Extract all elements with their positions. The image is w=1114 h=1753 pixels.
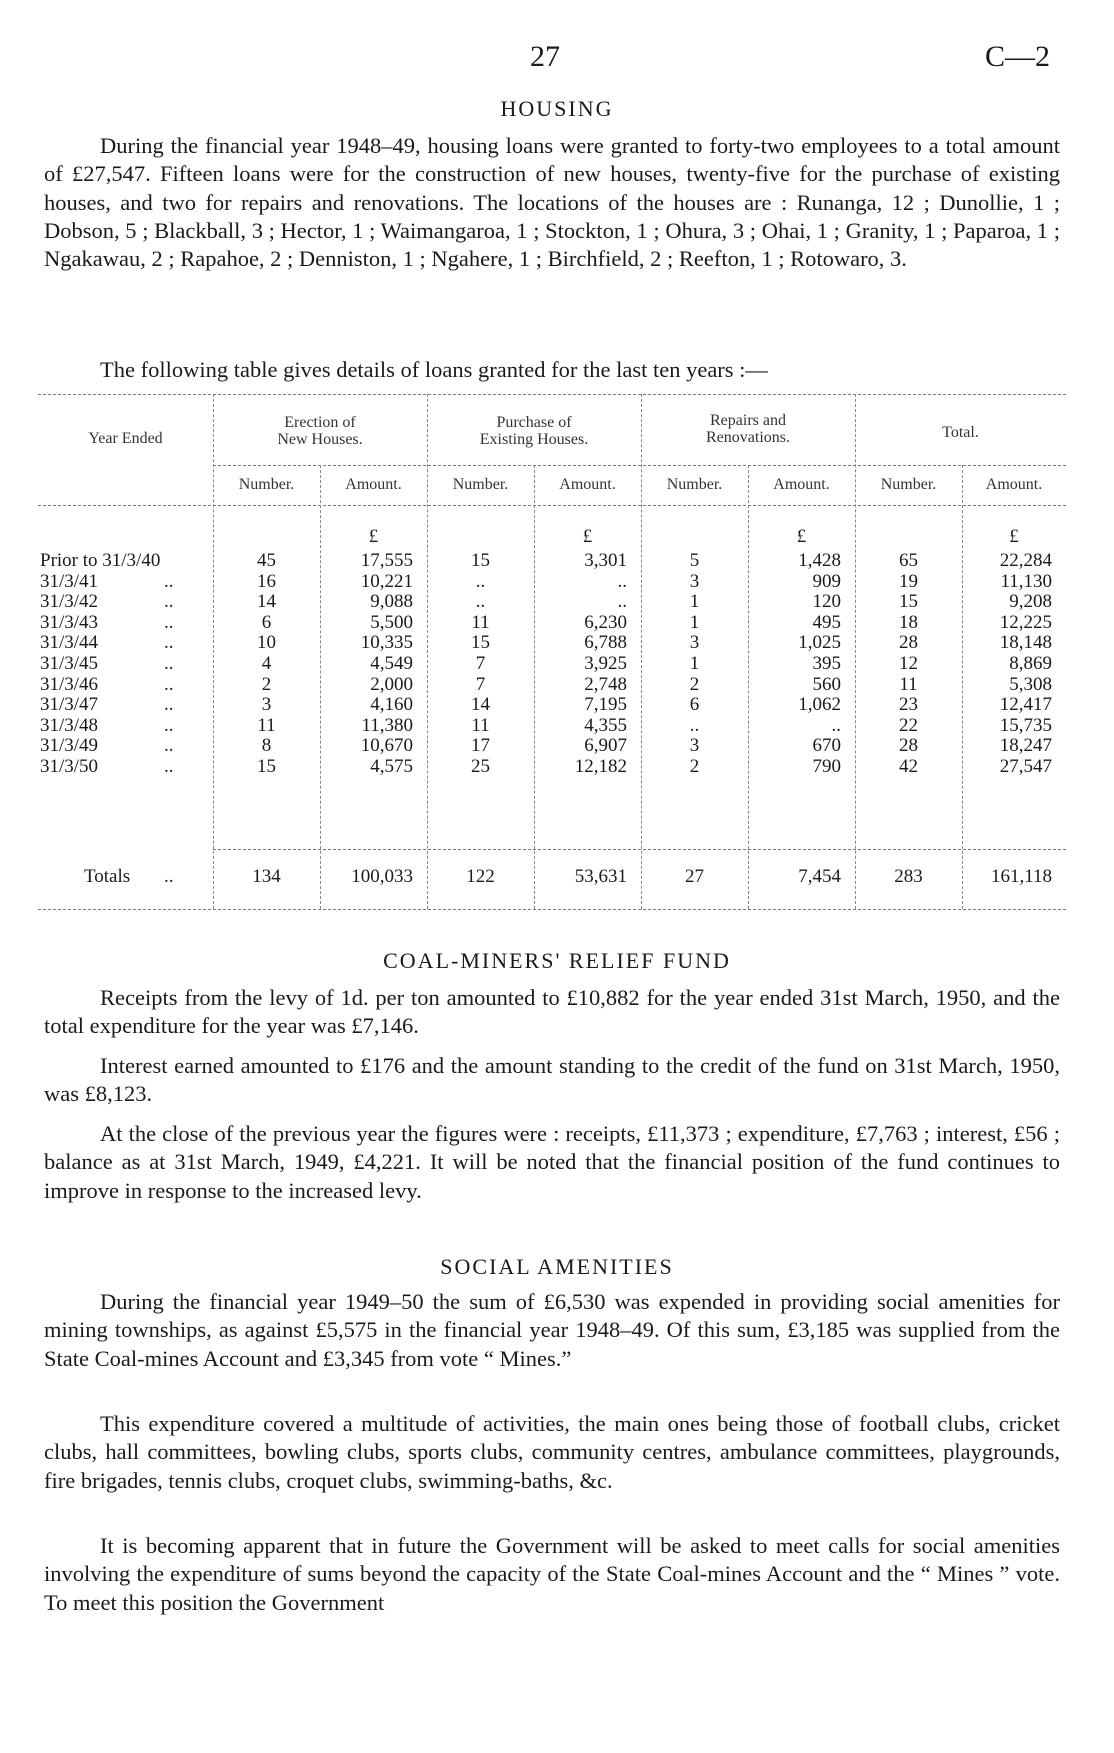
number-cell: ..	[689, 714, 700, 736]
year-ended-cell: 31/3/43	[40, 611, 99, 633]
year-ended-cell: 31/3/47	[40, 694, 99, 716]
number-cell: 27	[685, 866, 704, 887]
currency-symbol: £	[796, 526, 807, 547]
number-subheader: Number.	[880, 476, 937, 493]
amount-cell: 670	[812, 735, 841, 757]
number-cell: 1	[689, 653, 700, 674]
group-header-line: Total.	[942, 424, 979, 441]
amount-cell: 9,088	[370, 591, 413, 613]
number-cell: 15	[471, 550, 490, 571]
number-cell: 23	[899, 694, 918, 716]
housing-paragraph-2: The following table gives details of loans granted for the last ten years :—	[100, 357, 768, 382]
number-cell: 2	[689, 756, 700, 777]
amount-cell: 909	[812, 570, 841, 592]
number-cell: 15	[471, 632, 490, 654]
amount-cell: 11,130	[1000, 570, 1052, 592]
number-cell: 12	[899, 653, 918, 674]
amount-cell: 6,230	[584, 611, 627, 633]
year-ended-cell: 31/3/50	[40, 756, 99, 777]
amount-cell: 6,907	[584, 735, 627, 757]
amount-cell: 2,000	[370, 673, 413, 695]
number-cell: 11	[471, 611, 490, 633]
number-subheader: Number.	[666, 476, 723, 493]
group-header-repairs	[641, 412, 855, 446]
number-cell: 17	[471, 735, 490, 757]
amount-cell: 4,355	[584, 714, 627, 736]
leader-dots: ..	[164, 611, 174, 633]
number-cell: 15	[899, 591, 918, 613]
amount-cell: 1,025	[798, 632, 841, 654]
year-ended-cell: 31/3/41	[40, 570, 99, 592]
table-body-end-rule	[213, 849, 1066, 850]
number-cell: 3	[689, 632, 700, 654]
totals-label: Totals	[84, 866, 131, 887]
number-cell: 28	[899, 735, 918, 757]
amount-cell: 790	[812, 756, 841, 777]
number-cell: 18	[899, 611, 918, 633]
group-header-line: Repairs and	[710, 412, 786, 429]
group-header-erection	[213, 414, 427, 448]
number-cell: 6	[689, 694, 700, 716]
housing-paragraph-1: During the financial year 1948–49, housing loans were granted to forty-two employees to a total amount of £27,547. Fifteen loans were for the construction of new houses, twenty-five for the purchase of existing houses, and two for repairs and renovations. The locations of the houses are : Runanga, 12 ; Dunollie, 1 ; Dobson, 5 ; Blackball, 3 ; Hector, 1 ; Waimangaroa, 1 ; Stockton, 1 ; Ohura, 3 ; Ohai, 1 ; Granity, 1 ; Paparoa, 1 ; Ngakawau, 2 ; Rapahoe, 2 ; Denniston, 1 ; Ngahere, 1 ; Birchfield, 2 ; Reefton, 1 ; Rotowaro, 3.	[44, 133, 1060, 272]
number-cell: 7	[475, 673, 486, 695]
number-cell: 1	[689, 591, 700, 613]
table-bottom-rule	[38, 909, 1066, 910]
amount-cell: 11,380	[361, 714, 413, 736]
amount-subheader: Amount.	[559, 476, 616, 493]
amount-cell: 27,547	[999, 756, 1052, 777]
amount-cell: 395	[812, 653, 841, 674]
number-cell: 1	[689, 611, 700, 633]
leader-dots: ..	[164, 866, 174, 887]
number-cell: 45	[257, 550, 276, 571]
group-header-purchase	[427, 414, 641, 448]
relief-fund-paragraph-3: At the close of the previous year the figures were : receipts, £11,373 ; expenditure, £7,763 ; interest, £56 ; balance as at 31st March, 1949, £4,221. It will be noted that the financial position of the fund continues to improve in response to the increased levy.	[44, 1121, 1060, 1203]
number-cell: 6	[261, 611, 272, 633]
number-cell: 25	[471, 756, 490, 777]
amount-subheader: Amount.	[345, 476, 402, 493]
housing-heading: HOUSING	[500, 96, 614, 121]
amount-cell: 7,454	[798, 866, 841, 887]
social-amenities-paragraph-1: During the financial year 1949–50 the sum of £6,530 was expended in providing social amenities for mining townships, as against £5,575 in the financial year 1948–49. Of this sum, £3,185 was supplied from the State Coal-mines Account and £3,345 from vote “ Mines.”	[44, 1289, 1060, 1371]
amount-cell: 17,555	[360, 550, 413, 571]
year-ended-cell: Prior to 31/3/40	[40, 550, 161, 571]
amount-cell: 560	[812, 673, 841, 695]
amount-cell: 3,925	[584, 653, 627, 674]
amount-cell: 53,631	[574, 866, 627, 887]
amount-cell: 18,247	[999, 735, 1052, 757]
page-number: 27	[530, 40, 560, 73]
number-cell: 3	[689, 735, 700, 757]
social-amenities-paragraph-2: This expenditure covered a multitude of activities, the main ones being those of football clubs, cricket clubs, hall committees, bowling clubs, sports clubs, community centres, ambulance committees, playgrounds, fire brigades, tennis clubs, croquet clubs, swimming-baths, &c.	[44, 1411, 1060, 1493]
group-header-line: Purchase of	[496, 414, 572, 431]
leader-dots: ..	[164, 735, 174, 757]
relief-fund-heading: COAL-MINERS' RELIEF FUND	[383, 948, 731, 973]
group-header-line: Erection of	[284, 414, 356, 431]
currency-symbol: £	[368, 526, 379, 547]
amount-cell: 120	[812, 591, 841, 613]
relief-fund-paragraph-2: Interest earned amounted to £176 and the amount standing to the credit of the fund on 31st March, 1950, was £8,123.	[44, 1053, 1060, 1107]
number-cell: 42	[899, 756, 918, 777]
group-header-total	[855, 424, 1066, 441]
amount-cell: 3,301	[584, 550, 627, 571]
amount-cell: ..	[831, 714, 841, 736]
currency-symbol: £	[1009, 526, 1019, 547]
leader-dots: ..	[164, 673, 174, 695]
amount-cell: 8,869	[1009, 653, 1052, 674]
number-cell: 3	[261, 694, 272, 716]
number-cell: 16	[257, 570, 276, 592]
leader-dots: ..	[164, 714, 174, 736]
amount-cell: 10,670	[360, 735, 413, 757]
amount-cell: 4,575	[370, 756, 413, 777]
number-cell: 134	[252, 866, 281, 887]
amount-cell: 161,118	[990, 866, 1052, 887]
amount-cell: 7,195	[584, 694, 627, 716]
leader-dots: ..	[164, 591, 174, 613]
amount-cell: 12,225	[999, 611, 1052, 633]
number-cell: ..	[475, 591, 486, 613]
amount-cell: 12,417	[999, 694, 1052, 716]
amount-cell: 12,182	[574, 756, 627, 777]
number-cell: 65	[899, 550, 918, 571]
amount-subheader: Amount.	[773, 476, 830, 493]
social-amenities-heading: SOCIAL AMENITIES	[440, 1254, 674, 1279]
leader-dots: ..	[164, 694, 174, 716]
housing-loans-table	[38, 394, 1066, 918]
amount-cell: 4,160	[370, 694, 413, 716]
amount-cell: 9,208	[1009, 591, 1052, 613]
number-cell: 283	[894, 866, 923, 887]
amount-cell: ..	[617, 591, 627, 613]
number-cell: 11	[257, 714, 276, 736]
group-header-line: New Houses.	[277, 431, 363, 448]
year-ended-cell: 31/3/44	[40, 632, 99, 654]
amount-cell: 22,284	[999, 550, 1052, 571]
number-cell: 11	[899, 673, 918, 695]
year-ended-cell: 31/3/49	[40, 735, 99, 757]
amount-cell: 495	[812, 611, 841, 633]
number-cell: 14	[257, 591, 276, 613]
number-cell: 7	[475, 653, 486, 674]
table-group-rule	[213, 465, 1066, 466]
amount-cell: 6,788	[584, 632, 627, 654]
year-ended-cell: 31/3/46	[40, 673, 99, 695]
amount-cell: 2,748	[584, 673, 627, 695]
amount-cell: 4,549	[370, 653, 413, 674]
year-ended-header: Year Ended	[88, 430, 163, 447]
number-cell: 28	[899, 632, 918, 654]
leader-dots: ..	[164, 756, 174, 777]
amount-cell: 5,500	[370, 611, 413, 633]
table-top-rule	[38, 394, 1066, 395]
leader-dots: ..	[164, 570, 174, 592]
amount-cell: 100,033	[351, 866, 413, 887]
number-cell: 4	[261, 653, 272, 674]
currency-symbol: £	[582, 526, 593, 547]
group-header-line: Existing Houses.	[479, 431, 589, 448]
number-cell: ..	[475, 570, 486, 592]
amount-cell: 1,428	[798, 550, 841, 571]
amount-subheader: Amount.	[985, 476, 1043, 493]
number-cell: 2	[689, 673, 700, 695]
number-cell: 2	[261, 673, 272, 695]
year-ended-cell: 31/3/45	[40, 653, 99, 674]
number-cell: 5	[689, 550, 700, 571]
number-cell: 14	[471, 694, 490, 716]
leader-dots: ..	[164, 632, 174, 654]
amount-cell: 1,062	[798, 694, 841, 716]
leader-dots: ..	[164, 653, 174, 674]
number-cell: 122	[466, 866, 495, 887]
amount-cell: 5,308	[1009, 673, 1052, 695]
table-header-rule	[38, 505, 1066, 506]
number-cell: 11	[471, 714, 490, 736]
year-ended-cell: 31/3/42	[40, 591, 99, 613]
amount-cell: 18,148	[999, 632, 1052, 654]
social-amenities-paragraph-3: It is becoming apparent that in future the Government will be asked to meet calls for social amenities involving the expenditure of sums beyond the capacity of the State Coal-mines Account and the “ Mines ” vote. To meet this position the Government	[44, 1533, 1060, 1615]
relief-fund-paragraph-1: Receipts from the levy of 1d. per ton amounted to £10,882 for the year ended 31st March, 1950, and the total expenditure for the year was £7,146.	[44, 985, 1060, 1039]
number-cell: 10	[257, 632, 276, 654]
amount-cell: 10,335	[360, 632, 413, 654]
amount-cell: ..	[617, 570, 627, 592]
year-ended-cell: 31/3/48	[40, 714, 99, 736]
number-cell: 15	[257, 756, 276, 777]
amount-cell: 10,221	[360, 570, 413, 592]
number-subheader: Number.	[452, 476, 509, 493]
amount-cell: 15,735	[999, 714, 1052, 736]
number-cell: 3	[689, 570, 700, 592]
number-cell: 22	[899, 714, 918, 736]
number-cell: 8	[261, 735, 272, 757]
group-header-line: Renovations.	[706, 429, 790, 446]
document-code: C—2	[985, 40, 1051, 73]
number-subheader: Number.	[238, 476, 295, 493]
number-cell: 19	[899, 570, 918, 592]
